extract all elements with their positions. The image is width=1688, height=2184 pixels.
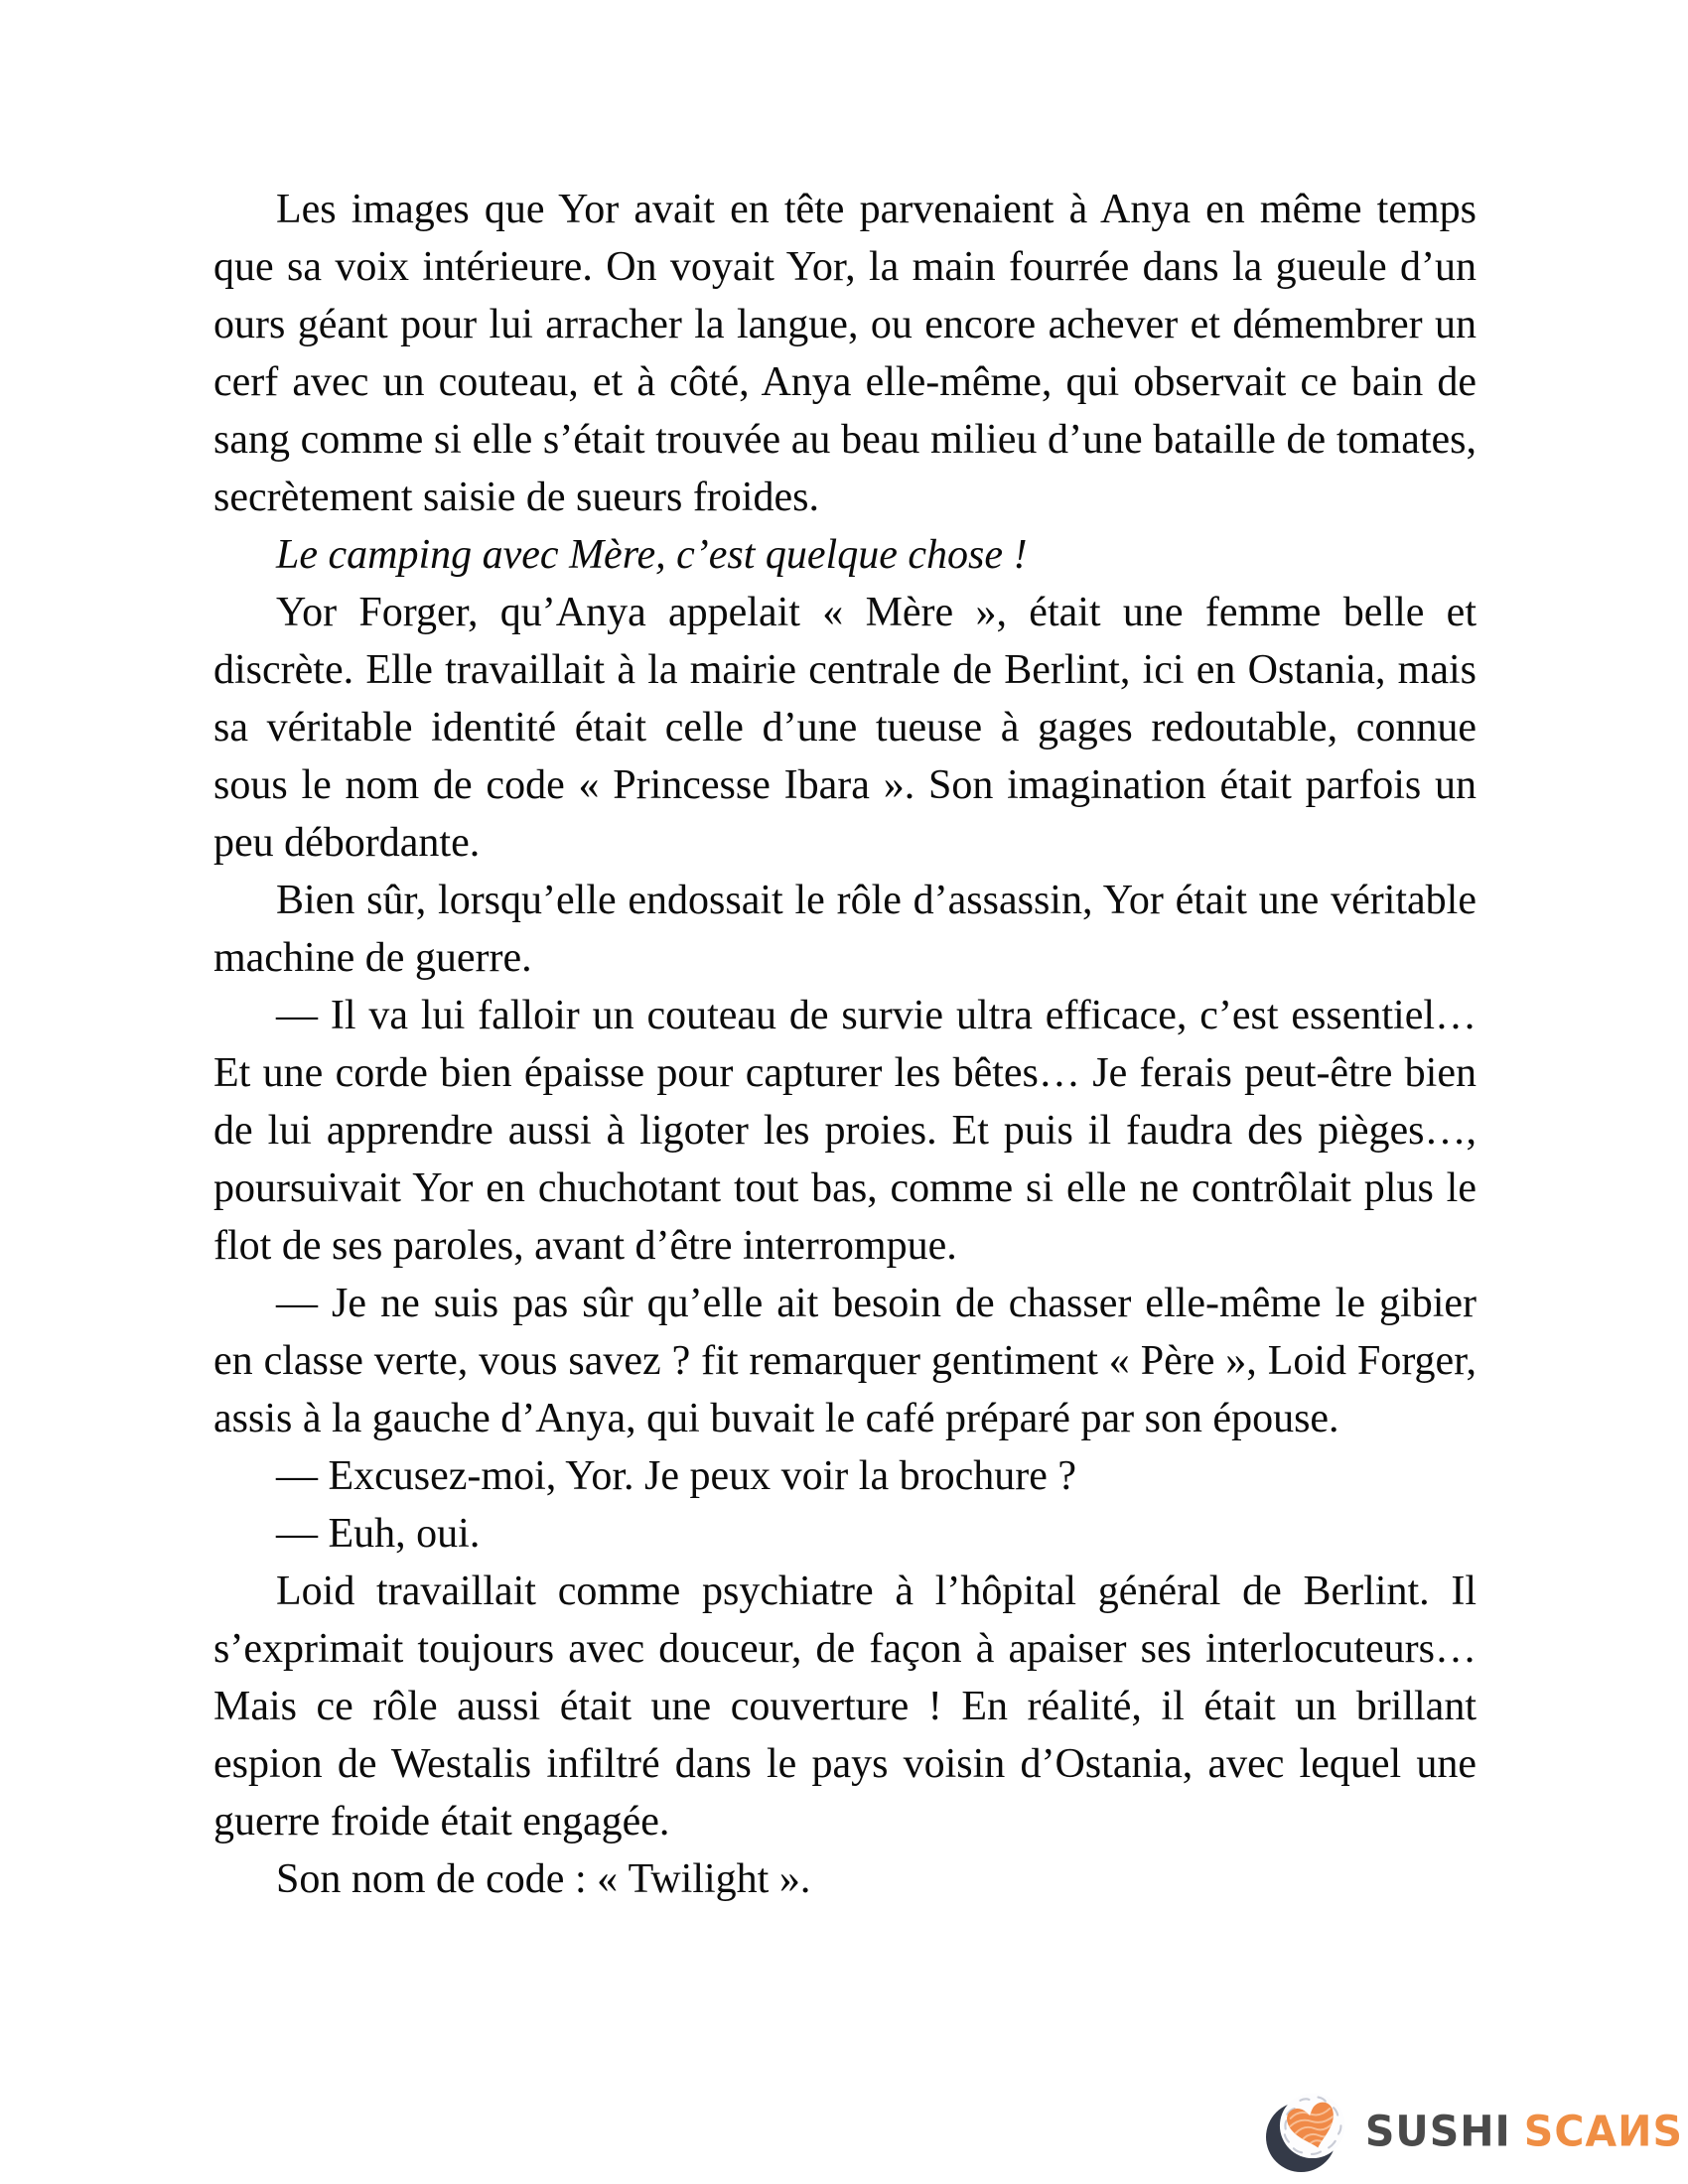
paragraph-4: Bien sûr, lorsqu’elle endossait le rôle d’assassin, Yor était une véritable machine de guerre. (213, 878, 1477, 981)
paragraph-10: Son nom de code : « Twilight ». (276, 1856, 811, 1902)
logo-word-scans: SCAИS (1523, 2106, 1683, 2156)
paragraph-6-dialogue: — Je ne suis pas sûr qu’elle ait besoin de chasser elle-même le gibier en classe verte, vous savez ? fit remarquer gentiment « Père », Loid Forger, assis à la gauche d’Anya, qui buvait le café préparé par son épouse. (213, 1281, 1477, 1441)
paragraph-2-italic-thought: Le camping avec Mère, c’est quelque chose ! (276, 532, 1028, 578)
paragraph-1: Les images que Yor avait en tête parvenaient à Anya en même temps que sa voix intérieure. On voyait Yor, la main fourrée dans la gueule d’un ours géant pour lui arracher la langue, ou encore achever et démembrer un cerf avec un couteau, et à côté, Anya elle-même, qui observait ce bain de sang comme si elle s’était trouvée au beau milieu d’une bataille de tomates, secrètement saisie de sueurs froides. (213, 187, 1477, 520)
sushi-roll-icon (1266, 2089, 1347, 2174)
paragraph-3: Yor Forger, qu’Anya appelait « Mère », était une femme belle et discrète. Elle travaillait à la mairie centrale de Berlint, ici en Ostania, mais sa véritable identité était celle d’une tueuse à gages redoutable, connue sous le nom de code « Princesse Ibara ». Son imagination était parfois un peu débordante. (213, 590, 1477, 866)
logo-text (1364, 2106, 1683, 2156)
body-text (213, 181, 1477, 1908)
paragraph-9: Loid travaillait comme psychiatre à l’hôpital général de Berlint. Il s’exprimait toujours avec douceur, de façon à apaiser ses interlocuteurs… Mais ce rôle aussi était une couverture ! En réalité, il était un brillant espion de Westalis infiltré dans le pays voisin d’Ostania, avec lequel une guerre froide était engagée. (213, 1569, 1477, 1844)
sushi-scans-logo (1266, 2089, 1683, 2174)
paragraph-8-dialogue: — Euh, oui. (276, 1511, 481, 1557)
paragraph-5-dialogue: — Il va lui falloir un couteau de survie ultra efficace, c’est essentiel… Et une corde bien épaisse pour capturer les bêtes… Je ferais peut-être bien de lui apprendre aussi à ligoter les proies. Et puis il faudra des pièges…, poursuivait Yor en chuchotant tout bas, comme si elle ne contrôlait plus le flot de ses paroles, avant d’être interrompue. (213, 993, 1477, 1269)
paragraph-7-dialogue: — Excusez-moi, Yor. Je peux voir la brochure ? (276, 1453, 1076, 1499)
logo-word-sushi: SUSHI (1364, 2106, 1511, 2156)
